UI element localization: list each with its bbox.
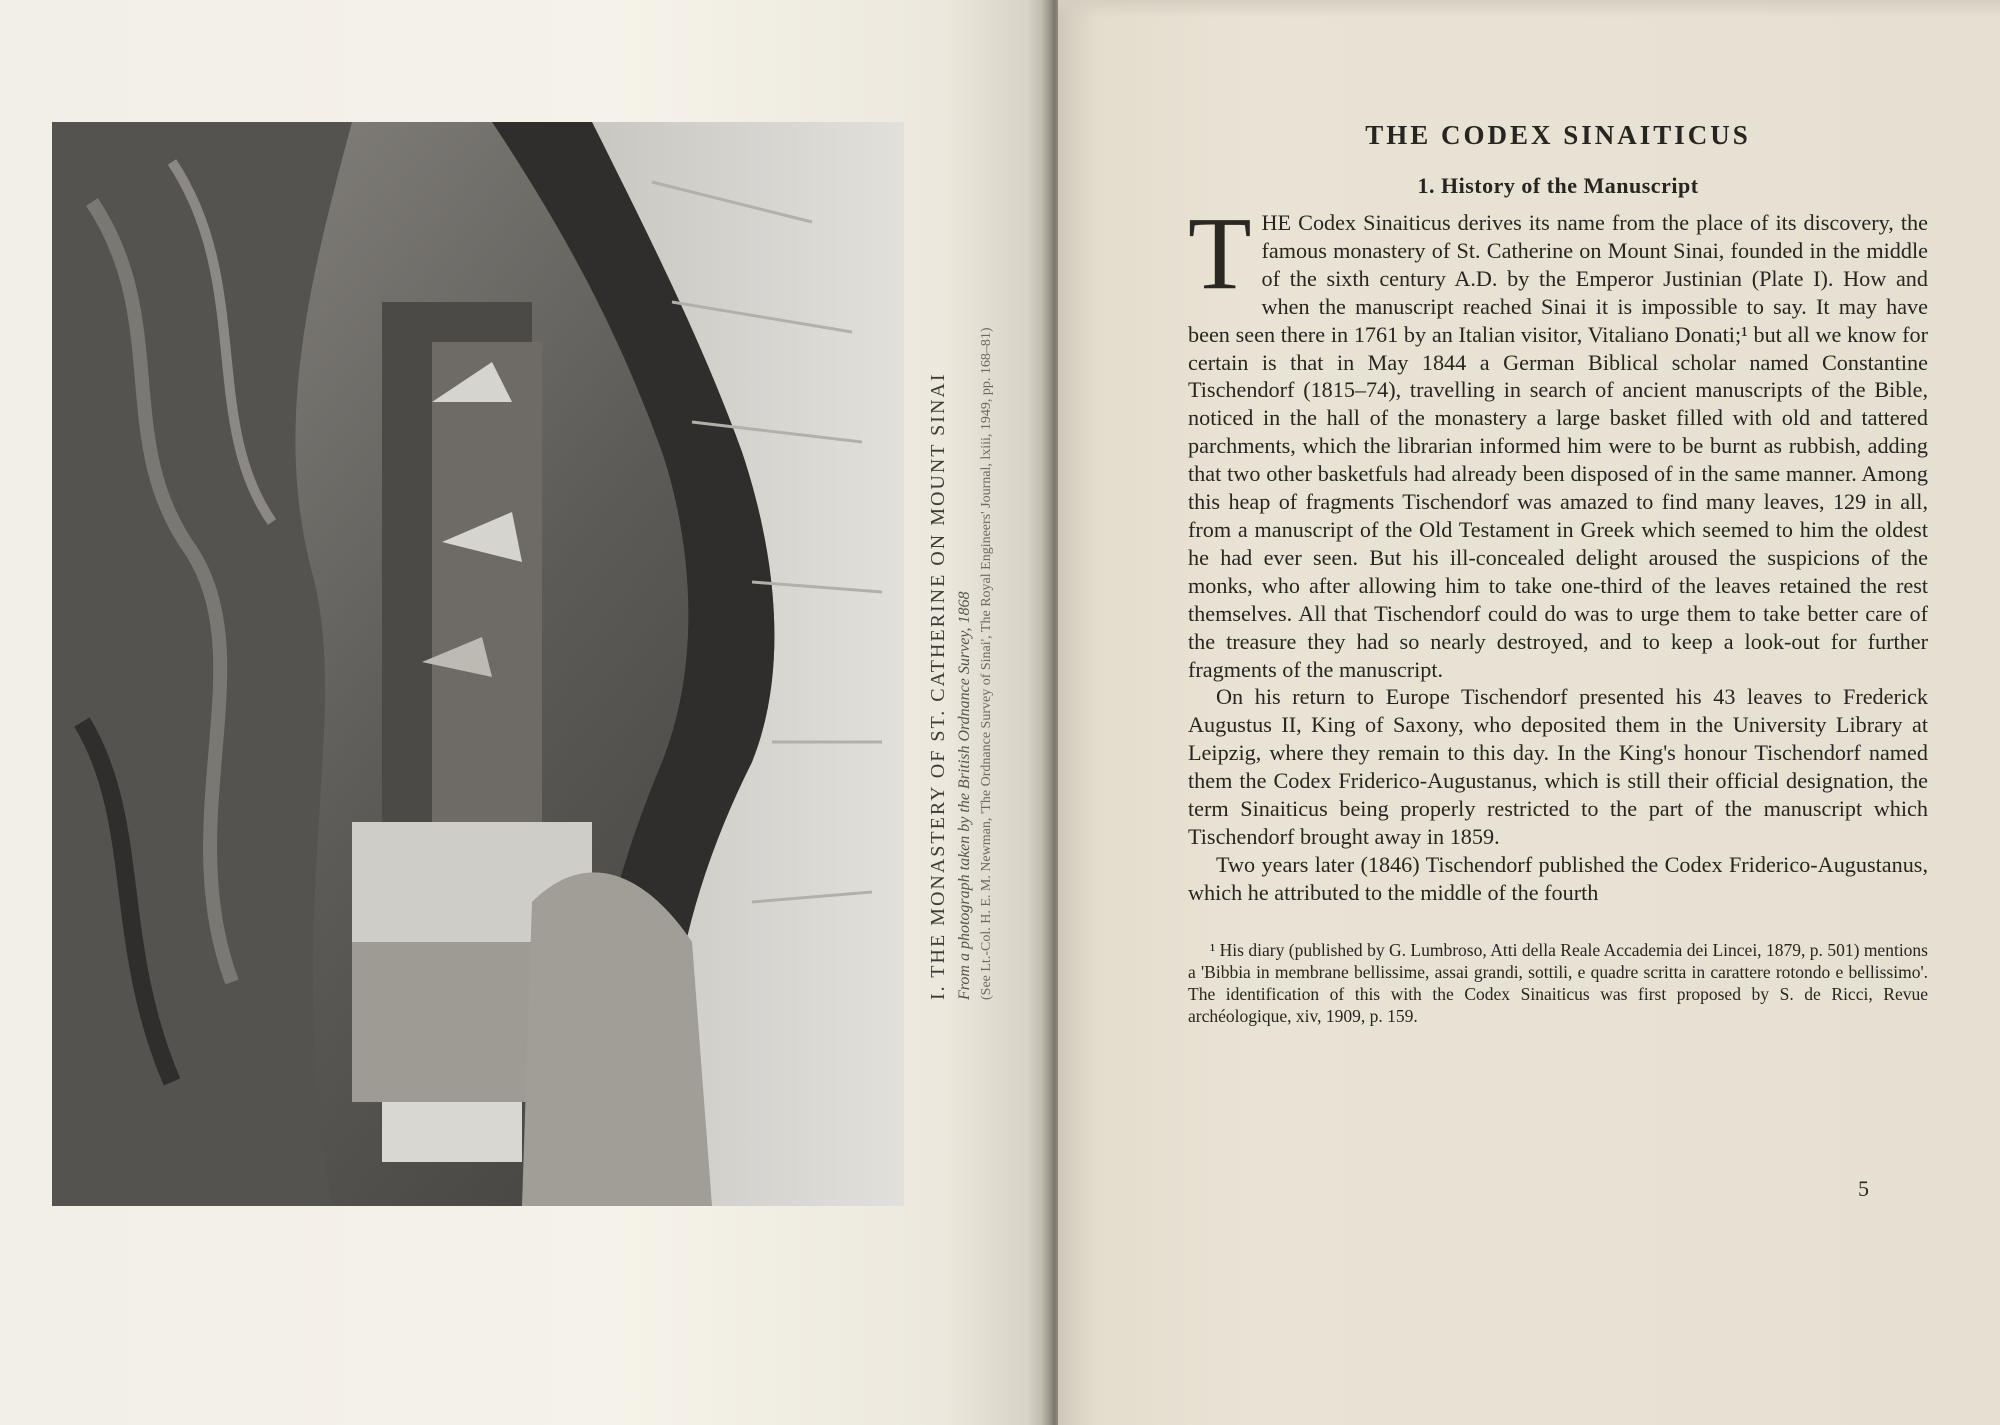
plate-caption-reference: (See Lt.-Col. H. E. M. Newman, 'The Ordnance Survey of Sinai', The Royal Engineers' Journal, lxiii, 1949, pp. 168–81): [979, 327, 994, 1000]
paragraph-2: On his return to Europe Tischendorf presented his 43 leaves to Frederick Augustus II, King of Saxony, who deposited them in the University Library at Leipzig, where they remain to this day. In the King's honour Tischendorf named them the Codex Friderico-Augustanus, which is still their official designation, the term Sinaiticus being properly restricted to the part of the manuscript which Tischendorf brought away in 1859.: [1188, 684, 1928, 849]
footnote-text: ¹ His diary (published by G. Lumbroso, Atti della Reale Accademia dei Lincei, 1879, p. 501) mentions a 'Bibbia in membrane bellissime, assai grandi, sottili, e quadre scritta in carattere rotondo e bellissimo'. The identification of this with the Codex Sinaiticus was first proposed by S. de Ricci, Revue archéologique, xiv, 1909, p. 159.: [1188, 939, 1928, 1026]
plate-caption-credit: From a photograph taken by the British Ordnance Survey, 1868: [956, 591, 973, 1000]
paragraph-1-text: HE Codex Sinaiticus derives its name from the place of its discovery, the famous monastery of St. Catherine on Mount Sinai, founded in the middle of the sixth century A.D. by the Emperor Justinian (Plate I). How and when the manuscript reached Sinai it is impossible to say. It may have been seen there in 1761 by an Italian visitor, Vitaliano Donati;¹ but all we know for certain is that in May 1844 a German Biblical scholar named Constantine Tischendorf (1815–74), travelling in search of ancient manuscripts of the Bible, noticed in the hall of the monastery a large basket filled with old and tattered parchments, which the librarian informed him were to be burnt as rubbish, adding that two other basketfuls had already been disposed of in the same manner. Among this heap of fragments Tischendorf was amazed to find many leaves, 129 in all, from a manuscript of the Old Testament in Greek which seemed to him the oldest he had ever seen. But his ill-concealed delight aroused the suspicions of the monks, who after allowing him to take one-third of the leaves retained the rest themselves. All that Tischendorf could do was to urge them to take better care of the treasure they had so nearly destroyed, and to keep a look-out for further fragments of the manuscript.: [1188, 210, 1928, 682]
body-text: [1188, 196, 1928, 907]
paragraph-3: Two years later (1846) Tischendorf published the Codex Friderico-Augustanus, which he attributed to the middle of the fourth: [1188, 851, 1928, 905]
plate-caption: [927, 327, 1057, 1000]
paragraph-1: [1188, 196, 1928, 683]
text-column: [1188, 120, 1928, 1027]
monastery-photo-illustration: [52, 122, 904, 1206]
page-number: 5: [1858, 1176, 1869, 1201]
plate-caption-title: I. THE MONASTERY OF ST. CATHERINE ON MOUNT SINAI: [927, 372, 949, 1000]
page-title: THE CODEX SINAITICUS: [1365, 120, 1751, 150]
section-heading: 1. History of the Manuscript: [1417, 173, 1699, 198]
plate-photograph: [52, 122, 904, 1206]
drop-cap: T: [1188, 196, 1252, 311]
footnote: [1188, 939, 1928, 1027]
page-shadow: [1058, 0, 2000, 18]
